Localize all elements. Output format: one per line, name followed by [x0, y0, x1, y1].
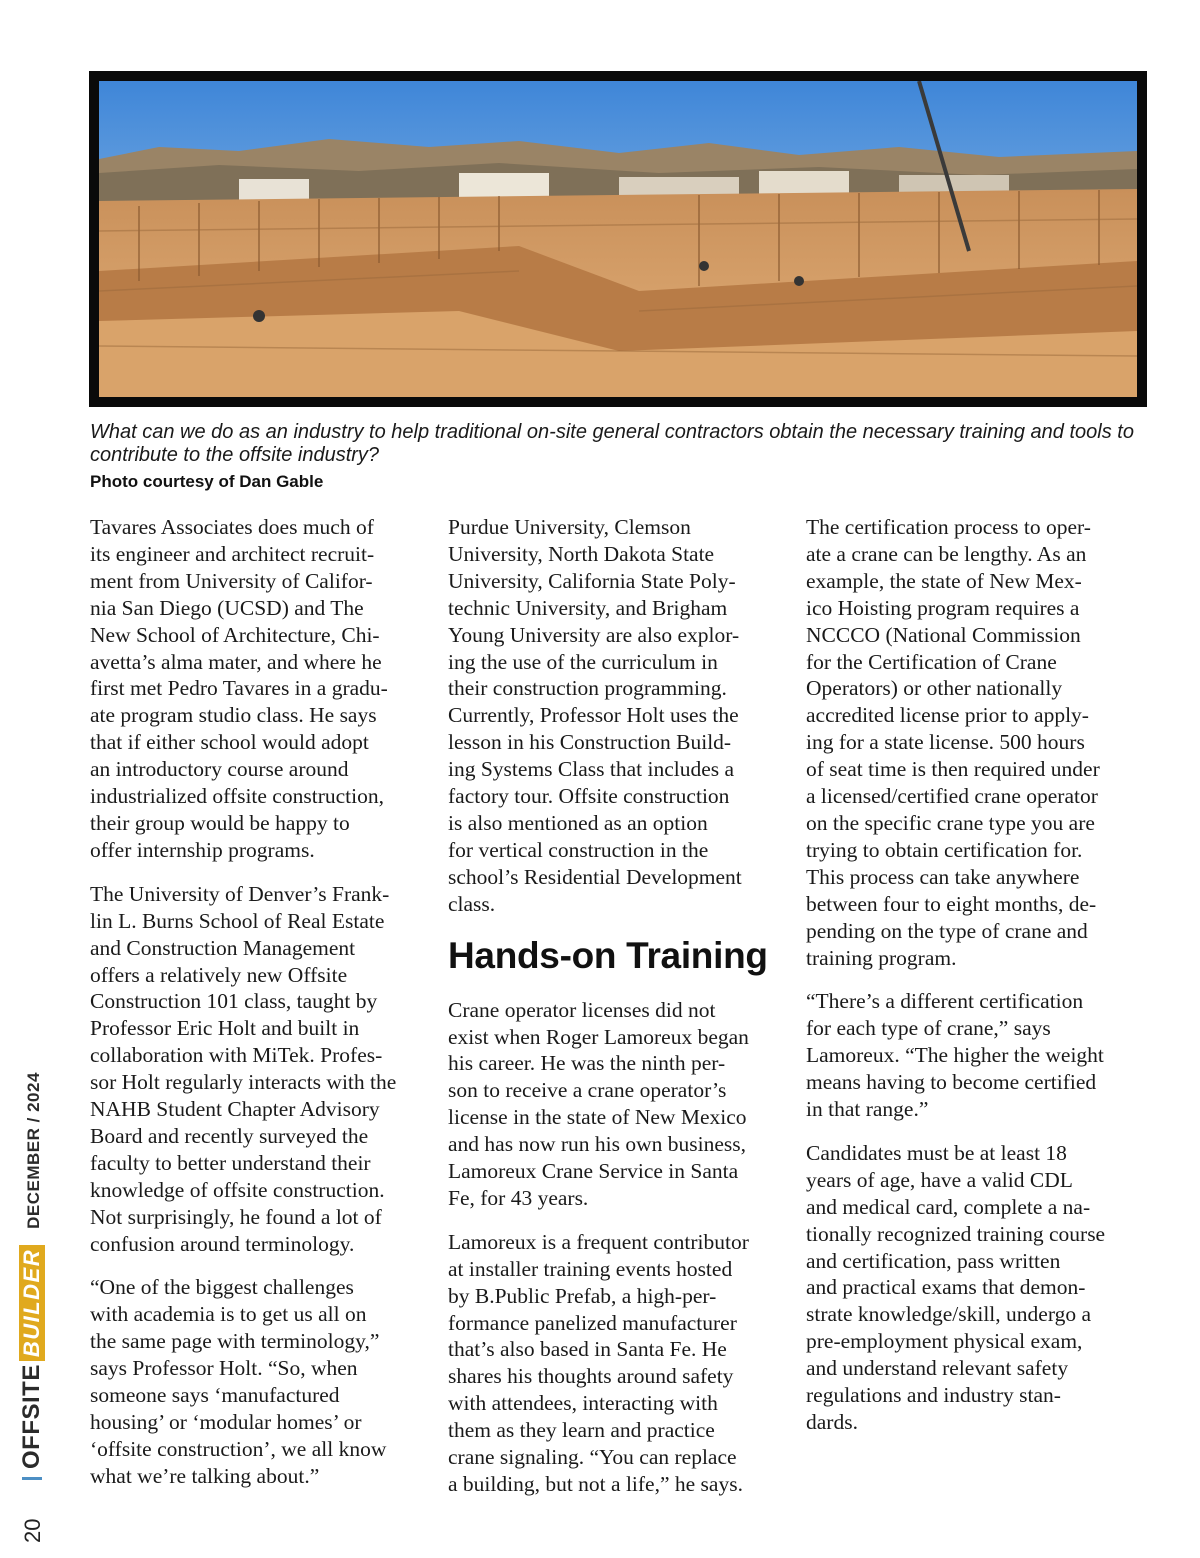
paragraph: Crane operator licenses did not exist when Roger Lamoreux began his career. He was the ninth per- son to receive a crane operator’s license in the state of New Mexico and has now run his own business, Lamoreux Crane Service in Santa Fe, for 43 years. — [448, 997, 749, 1210]
issue-date: DECEMBER / 2024 — [24, 1072, 43, 1229]
magazine-side-label — [18, 1072, 46, 1480]
photo-caption: What can we do as an industry to help traditional on-site general contractors obtain the necessary training and tools to contribute to the offsite industry? — [90, 421, 1134, 466]
section-heading: Hands-on Training — [448, 934, 768, 976]
paragraph: “One of the biggest challenges with academia is to get us all on the same page with terminology,” says Professor Holt. “So, when someone says ‘manufactured housing’ or ‘modular homes’ or ‘offsite construction’, we all know what we’re talking about.” — [90, 1275, 387, 1488]
construction-site-image — [99, 81, 1137, 397]
paragraph: The University of Denver’s Frank- lin L. Burns School of Real Estate and Construction Management offers a relatively new Offsite Construction 101 class, taught by Professor Eric Holt and built in collaboration with MiTek. Profes- sor Holt regularly interacts with the NAHB Student Chapter Advisory Board and recently surveyed the faculty to better understand their knowledge of offsite construction. Not surprisingly, he found a lot of confusion around terminology. — [90, 881, 397, 1256]
paragraph: Lamoreux is a frequent contributor at installer training events hosted by B.Public Prefab, a high-per- formance panelized manufacturer that’s also based in Santa Fe. He shares his thoughts around safety with attendees, interacting with them as they learn and practice crane signaling. “You can replace a building, but not a life,” he says. — [448, 1229, 749, 1496]
brand-builder: BUILDER — [19, 1245, 45, 1361]
article-column-2 — [448, 514, 793, 1515]
article-column-3 — [806, 514, 1156, 1453]
photo-credit: Photo courtesy of Dan Gable — [90, 472, 324, 491]
page-number: 20 — [20, 1518, 45, 1543]
paragraph: Candidates must be at least 18 years of age, have a valid CDL and medical card, complete a na- tionally recognized training course and certification, pass written and practical exams that demon- strate knowledge/skill, undergo a pre-employment physical exam, and understand relevant safety regulations and industry stan- dards. — [806, 1140, 1106, 1434]
paragraph: Purdue University, Clemson University, North Dakota State University, California State Poly- technic University, and Brigham Young University are also explor- ing the use of the curriculum in their construction programming. Currently, Professor Holt uses the lesson in his Construction Build- ing Systems Class that includes a factory tour. Offsite construction is also mentioned as an option for vertical construction in the school’s Residential Development class. — [448, 515, 742, 916]
paragraph: The certification process to oper- ate a crane can be lengthy. As an example, the state of New Mex- ico Hoisting program requires a NCCCO (National Commission for the Certification of Crane Operators) or other nationally accredited license prior to apply- ing for a state license. 500 hours of seat time is then required under a licensed/certified crane operator on the specific crane type you are trying to obtain certification for. This process can take anywhere between four to eight months, de- pending on the type of crane and training program. — [806, 515, 1100, 970]
brand-offsite: OFFSITE — [18, 1364, 45, 1469]
article-column-1 — [90, 514, 435, 1507]
accent-bar — [22, 1477, 42, 1480]
paragraph: “There’s a different certification for each type of crane,” says Lamoreux. “The higher the weight means having to become certified in that range.” — [806, 989, 1104, 1122]
article-photo — [89, 71, 1147, 407]
paragraph: Tavares Associates does much of its engineer and architect recruit- ment from University of Califor- nia San Diego (UCSD) and The New School of Architecture, Chi- avetta’s alma mater, and where he first met Pedro Tavares in a gradu- ate program studio class. He says that if either school would adopt an introductory course around industrialized offsite construction, their group would be happy to offer internship programs. — [90, 515, 388, 862]
